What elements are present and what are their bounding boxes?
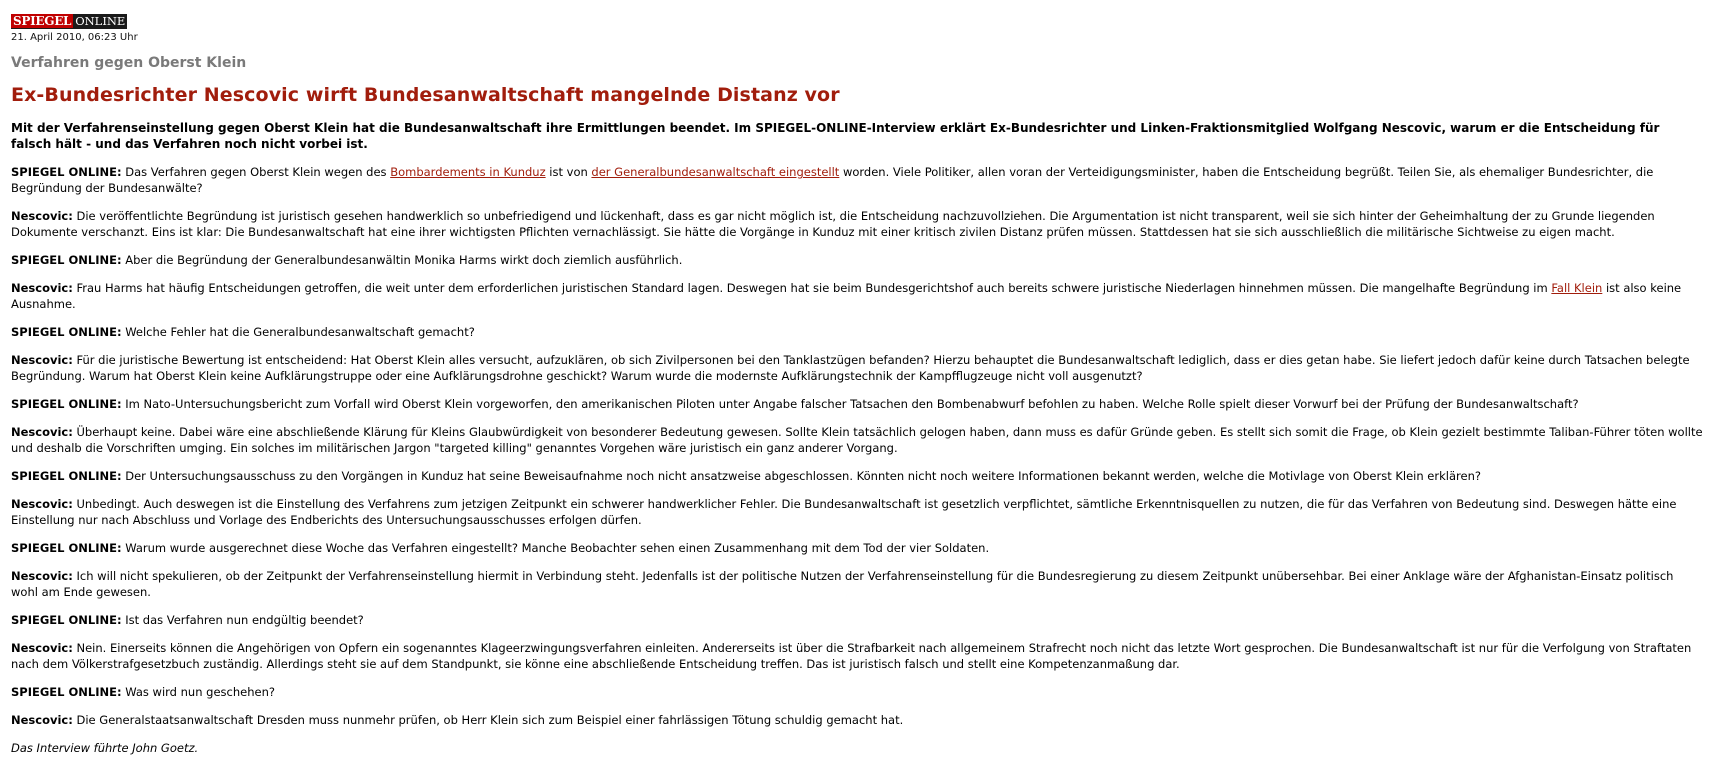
answer-text: Die veröffentlichte Begründung ist juristisch gesehen handwerklich so unbefriedigend und lückenhaft, dass es gar nicht möglich ist, die Entscheidung nachzuvollziehen. Die Argumentation ist nicht transparent, weil sie sich hinter der Geheimhaltung der zu Grunde liegenden Dokumente verschanzt. Eins ist klar: Die Bundesanwaltschaft hat eine ihrer wichtigsten Pflichten vernachlässigt. Sie hätte die Vorgänge in Kunduz mit einer kritisch zivilen Distanz prüfen müssen. Stattdessen hat sie sich ausschließlich die militärische Sichtweise zu eigen macht. xyxy=(11,209,1655,239)
interview-answer xyxy=(11,640,1703,672)
link-fall-klein[interactable]: Fall Klein xyxy=(1551,281,1603,295)
speaker-label: Nescovic: xyxy=(11,425,73,439)
interview-question xyxy=(11,468,1703,484)
question-text: Im Nato-Untersuchungsbericht zum Vorfall wird Oberst Klein vorgeworfen, den amerikanischen Piloten unter Angabe falscher Tatsachen den Bombenabwurf befohlen zu haben. Welche Rolle spielt dieser Vorwurf bei der Prüfung der Bundesanwaltschaft? xyxy=(125,397,1579,411)
answer-text: Für die juristische Bewertung ist entscheidend: Hat Oberst Klein alles versucht, aufzuklären, ob sich Zivilpersonen bei den Tanklastzügen befanden? Hierzu behauptet die Bundesanwaltschaft lediglich, dass er dies getan habe. Sie liefert jedoch dafür keine durch Tatsachen belegte Begründung. Warum hat Oberst Klein keine Aufklärungstruppe oder eine Aufklärungsdrohne geschickt? Warum wurde die modernste Aufklärungstechnik der Kampfflugzeuge nicht voll ausgenutzt? xyxy=(11,353,1690,383)
link-bombardements-kunduz[interactable]: Bombardements in Kunduz xyxy=(390,165,546,179)
speaker-label: SPIEGEL ONLINE: xyxy=(11,325,122,339)
speaker-label: Nescovic: xyxy=(11,569,73,583)
interview-question xyxy=(11,540,1703,556)
logo-spiegel: SPIEGEL xyxy=(13,14,72,28)
speaker-label: SPIEGEL ONLINE: xyxy=(11,541,122,555)
logo-online: ONLINE xyxy=(75,14,126,28)
question-text: Das Verfahren gegen Oberst Klein wegen des xyxy=(125,165,387,179)
interview-answer xyxy=(11,352,1703,384)
interview-answer xyxy=(11,208,1703,240)
article-lead: Mit der Verfahrenseinstellung gegen Oberst Klein hat die Bundesanwaltschaft ihre Ermittlungen beendet. Im SPIEGEL-ONLINE-Interview erklärt Ex-Bundesrichter und Linken-Fraktionsmitglied Wolfgang Nescovic, warum er die Entscheidung für falsch hält - und das Verfahren noch nicht vorbei ist. xyxy=(11,121,1660,151)
speaker-label: Nescovic: xyxy=(11,641,73,655)
interview-question xyxy=(11,612,1703,628)
answer-text: ist also keine Ausnahme. xyxy=(11,281,1682,311)
interview-answer xyxy=(11,712,1703,728)
speaker-label: SPIEGEL ONLINE: xyxy=(11,165,122,179)
question-text: Welche Fehler hat die Generalbundesanwaltschaft gemacht? xyxy=(125,325,475,339)
speaker-label: Nescovic: xyxy=(11,353,73,367)
article-kicker: Verfahren gegen Oberst Klein xyxy=(11,55,247,71)
speaker-label: Nescovic: xyxy=(11,209,73,223)
question-text: Der Untersuchungsausschuss zu den Vorgängen in Kunduz hat seine Beweisaufnahme noch nicht ansatzweise abgeschlossen. Könnten nicht noch weitere Informationen bekannt werden, welche die Motivlage von Oberst Klein erklären? xyxy=(125,469,1481,483)
speaker-label: Nescovic: xyxy=(11,497,73,511)
question-text: Was wird nun geschehen? xyxy=(125,685,275,699)
question-text: ist von xyxy=(549,165,588,179)
answer-text: Nein. Einerseits können die Angehörigen von Opfern ein sogenanntes Klageerzwingungsverfahren einleiten. Andererseits ist über die Strafbarkeit nach allgemeinem Strafrecht noch nicht das letzte Wort gesprochen. Die Bundesanwaltschaft ist nur für die Verfolgung von Straftaten nach dem Völkerstrafgesetzbuch zuständig. Allerdings steht sie auf dem Standpunkt, sie könne eine abschließende Entscheidung treffen. Das ist juristisch falsch und stellt eine Kompetenzanmaßung dar. xyxy=(11,641,1692,671)
speaker-label: SPIEGEL ONLINE: xyxy=(11,685,122,699)
answer-text: Die Generalstaatsanwaltschaft Dresden muss nunmehr prüfen, ob Herr Klein sich zum Beispiel einer fahrlässigen Tötung schuldig gemacht hat. xyxy=(76,713,904,727)
speaker-label: Nescovic: xyxy=(11,713,73,727)
answer-text: Ich will nicht spekulieren, ob der Zeitpunkt der Verfahrenseinstellung hiermit in Verbindung steht. Jedenfalls ist der politische Nutzen der Verfahrenseinstellung für die Bundesregierung zu diesem Zeitpunkt unübersehbar. Bei einer Anklage wäre der Afghanistan-Einsatz politisch wohl am Ende gewesen. xyxy=(11,569,1674,599)
question-text: Aber die Begründung der Generalbundesanwältin Monika Harms wirkt doch ziemlich ausführlich. xyxy=(125,253,683,267)
interview-answer xyxy=(11,496,1703,528)
speaker-label: SPIEGEL ONLINE: xyxy=(11,397,122,411)
speaker-label: Nescovic: xyxy=(11,281,73,295)
speaker-label: SPIEGEL ONLINE: xyxy=(11,253,122,267)
interview-answer xyxy=(11,568,1703,600)
spiegel-online-logo xyxy=(11,14,127,29)
answer-text: Überhaupt keine. Dabei wäre eine abschließende Klärung für Kleins Glaubwürdigkeit von besonderer Bedeutung gewesen. Sollte Klein tatsächlich gelogen haben, dann muss es dafür Gründe geben. Es stellt sich somit die Frage, ob Klein gezielt bestimmte Taliban-Führer töten wollte und deshalb die Vorschriften umging. Ein solches im militärischen Jargon "targeted killing" genanntes Vorgehen wäre juristisch ein ganz anderer Vorgang. xyxy=(11,425,1703,455)
interview-question xyxy=(11,252,1703,268)
interview-question xyxy=(11,324,1703,340)
answer-text: Unbedingt. Auch deswegen ist die Einstellung des Verfahrens zum jetzigen Zeitpunkt ein schwerer handwerklicher Fehler. Die Bundesanwaltschaft ist gesetzlich verpflichtet, sämtliche Erkenntnisquellen zu nutzen, die für das Verfahren von Bedeutung sind. Deswegen hätte eine Einstellung nur nach Abschluss und Vorlage des Endberichts des Untersuchungsausschusses erfolgen dürfen. xyxy=(11,497,1677,527)
interview-answer xyxy=(11,424,1703,456)
interview-question xyxy=(11,164,1703,196)
interview-credit: Das Interview führte John Goetz. xyxy=(11,741,199,755)
interview-answer xyxy=(11,280,1703,312)
interview-question xyxy=(11,396,1703,412)
link-generalbundesanwaltschaft[interactable]: der Generalbundesanwaltschaft eingestellt xyxy=(591,165,840,179)
answer-text: Frau Harms hat häufig Entscheidungen getroffen, die weit unter dem erforderlichen juristischen Standard lagen. Deswegen hat sie beim Bundesgerichtshof auch bereits schwere juristische Niederlagen hinnehmen müssen. Die mangelhafte Begründung im xyxy=(76,281,1548,295)
publish-date: 21. April 2010, 06:23 Uhr xyxy=(11,32,138,43)
question-text: Warum wurde ausgerechnet diese Woche das Verfahren eingestellt? Manche Beobachter sehen einen Zusammenhang mit dem Tod der vier Soldaten. xyxy=(125,541,990,555)
speaker-label: SPIEGEL ONLINE: xyxy=(11,613,122,627)
interview-question xyxy=(11,684,1703,700)
question-text: Ist das Verfahren nun endgültig beendet? xyxy=(125,613,364,627)
speaker-label: SPIEGEL ONLINE: xyxy=(11,469,122,483)
question-text: worden. Viele Politiker, allen voran der Verteidigungsminister, haben die Entscheidung begrüßt. Teilen Sie, als ehemaliger Bundesrichter, die Begründung der Bundesanwälte? xyxy=(11,165,1654,195)
article-headline: Ex-Bundesrichter Nescovic wirft Bundesanwaltschaft mangelnde Distanz vor xyxy=(11,84,840,106)
